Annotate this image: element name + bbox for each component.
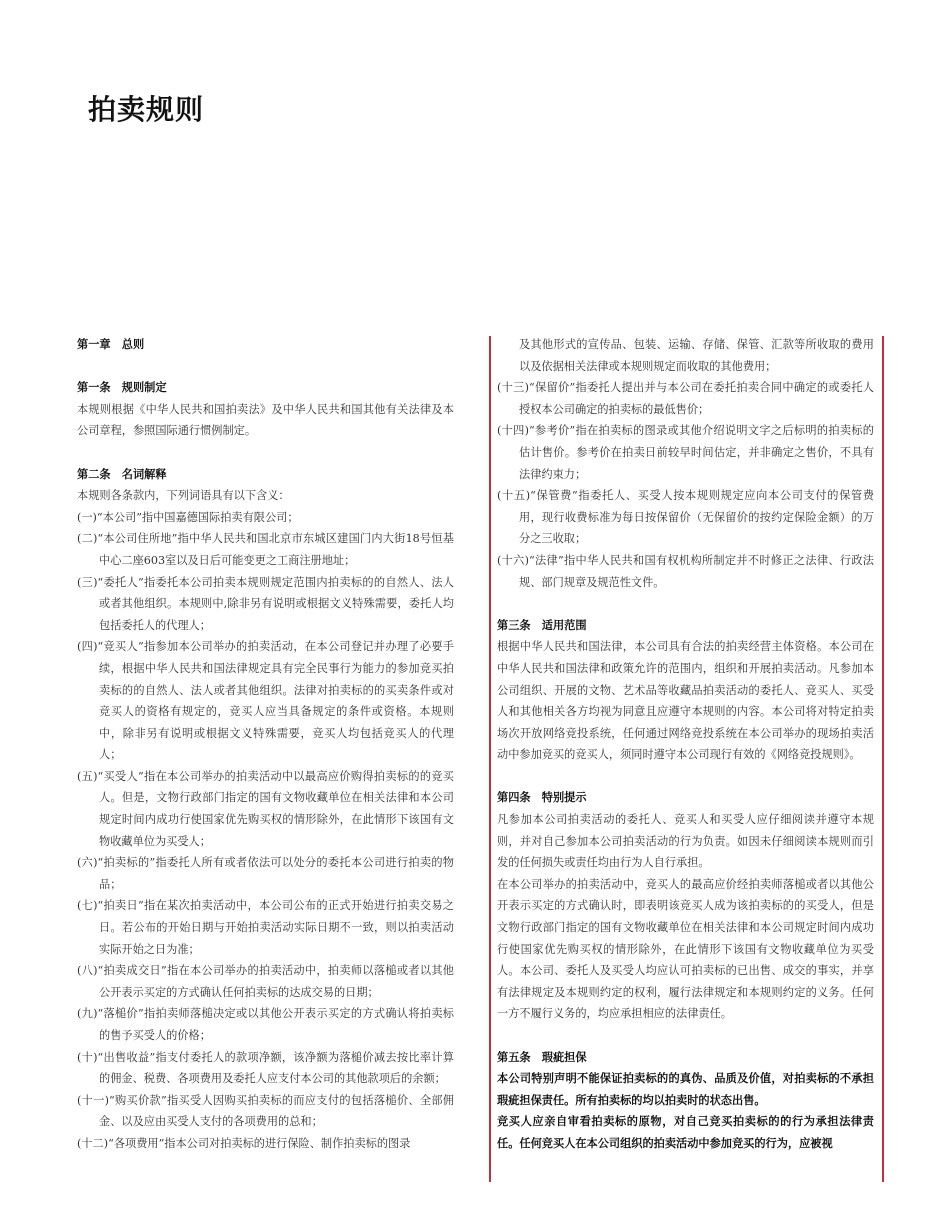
divider-line-left [489,336,491,1182]
definition-item: (七)“拍卖日”指在某次拍卖活动中，本公司公布的正式开始进行拍卖交易之日。若公布的开始日期与开始拍卖活动实际日期不一致，则以拍卖活动实际开始之日为准； [77,899,454,956]
article-heading: 第二条 名词解释 [77,466,167,481]
definition-item: (九)“落槌价”指拍卖师落槌决定或以其他公开表示买定的方式确认将拍卖标的售予买受人的价格； [77,1007,454,1042]
definition-item: (八)“拍卖成交日”指在本公司举办的拍卖活动中，拍卖师以落槌或者以其他公开表示买定的方式确认任何拍卖标的达成交易的日期； [77,964,454,999]
right-column [497,334,874,1155]
definition-item: (二)“本公司住所地”指中华人民共和国北京市东城区建国门内大街18号恒基中心二座603室以及日后可能变更之工商注册地址； [77,532,454,567]
page-title: 拍卖规则 [88,93,205,126]
definition-item: (一)“本公司”指中国嘉德国际拍卖有限公司； [77,510,299,524]
definition-continuation: 及其他形式的宣传品、包装、运输、存储、保管、汇款等所收取的费用以及依据相关法律或本规则规定而收取的其他费用； [519,338,874,373]
definition-item: (十二)“各项费用”指本公司对拍卖标的进行保险、制作拍卖标的图录 [77,1136,411,1150]
article-paragraph-bold: 竞买人应亲自审看拍卖标的原物，对自己竞买拍卖标的的行为承担法律责任。任何竞买人在本公司组织的拍卖活动中参加竞买的行为，应被视 [497,1114,874,1150]
definition-item: (四)“竞买人”指参加本公司举办的拍卖活动，在本公司登记并办理了必要手续，根据中华人民共和国法律规定具有完全民事行为能力的参加竞买拍卖标的的自然人、法人或者其他组织。法律对拍卖标的的买卖条件或对竞买人的资格有规定的，竞买人应当具备规定的条件或资格。本规则中，除非另有说明或根据文义特殊需要，竞买人均包括竞买人的代理人； [77,640,454,762]
divider-line-right [882,336,884,1182]
definition-item: (五)“买受人”指在本公司举办的拍卖活动中以最高应价购得拍卖标的的竞买人。但是，文物行政部门指定的国有文物收藏单位在相关法律和本公司规定时间内成功行使国家优先购买权的情形除外，在此情形下该国有文物收藏单位为买受人； [77,769,454,848]
chapter-heading: 第一章 总则 [77,337,145,351]
definition-item: (十四)“参考价”指在拍卖标的图录或其他介绍说明文字之后标明的拍卖标的估计售价。参考价在拍卖日前较早时间估定，并非确定之售价，不具有法律约束力； [497,424,874,481]
definition-item: (十一)“购买价款”指买受人因购买拍卖标的而应支付的包括落槌价、全部佣金、以及应由买受人支付的各项费用的总和； [77,1093,454,1129]
article-paragraph-bold: 本公司特别声明不能保证拍卖标的的真伪、品质及价值，对拍卖标的不承担瑕疵担保责任。所有拍卖标的均以拍卖时的状态出售。 [497,1071,874,1107]
definition-item: (十)“出售收益”指支付委托人的款项净额，该净额为落槌价减去按比率计算的佣金、税费、各项费用及委托人应支付本公司的其他款项后的余额； [77,1050,454,1086]
article-heading: 第四条 特别提示 [497,790,587,805]
article-paragraph: 凡参加本公司拍卖活动的委托人、竞买人和买受人应仔细阅读并遵守本规则，并对自己参加本公司拍卖活动的行为负责。如因未仔细阅读本规则而引发的任何损失或责任均由行为人自行承担。 [497,813,874,870]
article-heading: 第五条 瑕疵担保 [497,1049,587,1064]
article-paragraph: 本规则各条款内，下列词语具有以下含义： [77,489,290,503]
article-paragraph: 根据中华人民共和国法律，本公司具有合法的拍卖经营主体资格。本公司在中华人民共和国法律和政策允许的范围内，组织和开展拍卖活动。凡参加本公司组织、开展的文物、艺术品等收藏品拍卖活动的委托人、竞买人、买受人和其他相关各方均视为同意且应遵守本规则的内容。本公司将对特定拍卖场次开放网络竞投系统，任何通过网络竞投系统在本公司举办的现场拍卖活动中参加竞买的竞买人，须同时遵守本公司现行有效的《网络竞投规则》。 [497,640,874,762]
left-column [77,334,454,1155]
article-heading: 第一条 规则制定 [77,380,167,395]
article-paragraph: 本规则根据《中华人民共和国拍卖法》及中华人民共和国其他有关法律及本公司章程，参照国际通行惯例制定。 [77,402,454,438]
definition-item: (十五)“保管费”指委托人、买受人按本规则规定应向本公司支付的保管费用，现行收费标准为每日按保留价（无保留价的按约定保险金额）的万分之三收取； [497,489,874,546]
article-paragraph: 在本公司举办的拍卖活动中，竞买人的最高应价经拍卖师落槌或者以其他公开表示买定的方式确认时，即表明该竞买人成为该拍卖标的的买受人，但是文物行政部门指定的国有文物收藏单位在相关法律和本公司规定时间内成功行使国家优先购买权的情形除外，在此情形下该国有文物收藏单位为买受人。本公司、委托人及买受人均应认可拍卖标的已出售、成交的事实，并享有法律规定及本规则约定的权利，履行法律规定和本规则约定的义务。任何一方不履行义务的，均应承担相应的法律责任。 [497,877,874,1021]
definition-item: (十三)“保留价”指委托人提出并与本公司在委托拍卖合同中确定的或委托人授权本公司确定的拍卖标的最低售价； [497,381,874,416]
article-heading: 第三条 适用范围 [497,617,587,632]
definition-item: (十六)“法律”指中华人民共和国有权机构所制定并不时修正之法律、行政法规、部门规章及规范性文件。 [497,553,874,589]
definition-item: (六)“拍卖标的”指委托人所有或者依法可以处分的委托本公司进行拍卖的物品； [77,856,454,891]
definition-item: (三)“委托人”指委托本公司拍卖本规则规定范围内拍卖标的的自然人、法人或者其他组织。本规则中,除非另有说明或根据文义特殊需要，委托人均包括委托人的代理人； [77,575,454,632]
